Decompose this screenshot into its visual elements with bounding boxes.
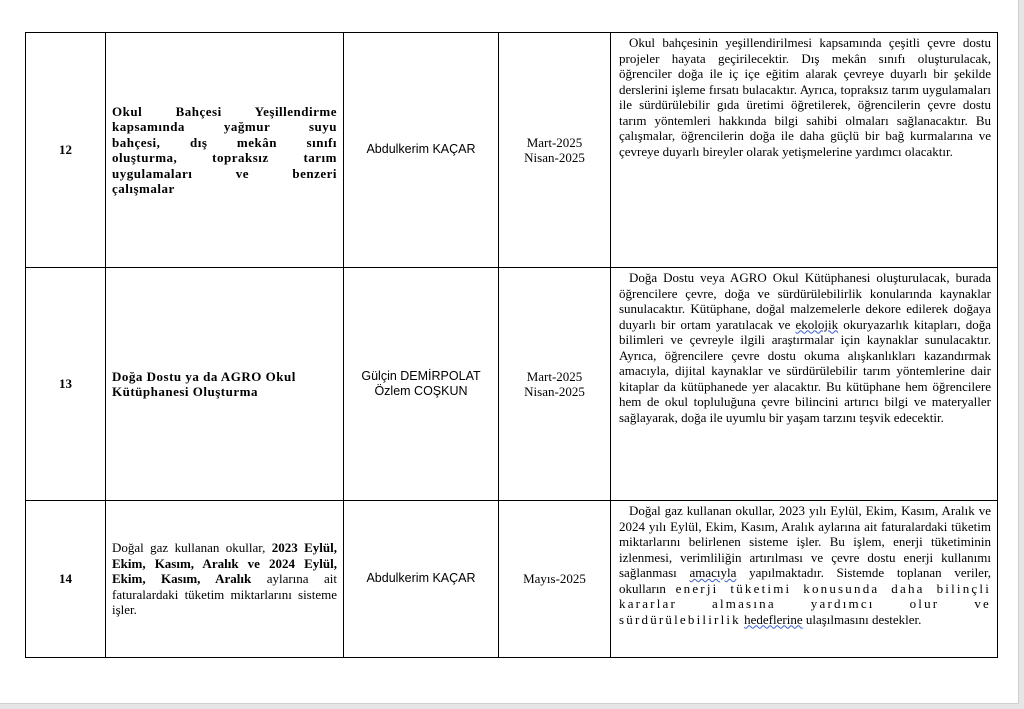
- spellcheck-flagged-word[interactable]: ekolojik: [795, 316, 839, 332]
- activity-line: oluşturma, topraksız tarım: [112, 150, 337, 165]
- activity-line: Okul Bahçesi Yeşillendirme: [112, 103, 337, 119]
- activity-cell: [106, 268, 344, 501]
- responsible-name: Özlem COŞKUN: [374, 384, 468, 398]
- action-plan-table: [25, 32, 998, 658]
- start-date: Mart-2025: [526, 134, 583, 150]
- responsible-cell: [344, 268, 499, 501]
- end-date: Nisan-2025: [524, 384, 585, 399]
- activity-bold-text: Eylül, Ekim, Kasım, Aralık ve: [112, 540, 338, 571]
- activity-text: aylarına ait faturalardaki tüketim miktarlarını sisteme işler.: [112, 571, 338, 618]
- row-number: 14: [26, 501, 106, 658]
- spellcheck-flagged-word[interactable]: amacıyla: [689, 565, 737, 580]
- description-spaced-part: enerji tüketimi konusunda daha bilinçli kararlar almasına yardımcı olur ve sürdürülebilirlik: [619, 580, 992, 627]
- description-part: Doğa Dostu veya AGRO Okul Kütüphanesi oluşturulacak, burada öğrencilere çevre, doğa ve sürdürülebilirlik konularında kaynaklar sunulacaktır. Kütüphane, doğal malzemelerle dekore edilerek doğaya duyarlı bir ortam yaratılacak ve: [619, 270, 991, 332]
- responsible-cell: Abdulkerim KAÇAR: [344, 501, 499, 658]
- table-row: [26, 501, 998, 658]
- activity-line: Kütüphanesi Oluşturma: [112, 384, 258, 399]
- activity-line: çalışmalar: [112, 181, 175, 196]
- description-text: [619, 503, 991, 627]
- description-text: Okul bahçesinin yeşillendirilmesi kapsamında çeşitli çevre dostu projeler hayata geçirilecektir. Dış mekân sınıfı oluşturulacak, öğrenciler doğa ile iç içe eğitim alarak çevreye duyarlı bir şekilde derslerini işleme fırsatı bulacaktır. Ayrıca, topraksız tarım uygulamaları ile sürdürülebilir gıda üretimi öğretilerek, öğrencilerin çevre dostu tarım yöntemleri hakkında bilgi sahibi olmaları sağlanacaktır. Bu çalışmalar, öğrencilerin doğa ile daha güçlü bir bağ kurmalarına ve çevreye duyarlı bireyler olarak yetişmelerine yardımcı olacaktır.: [619, 35, 991, 159]
- table-row: [26, 33, 998, 268]
- description-part: ulaşılmasını destekler.: [805, 611, 922, 627]
- end-date: Nisan-2025: [524, 150, 585, 165]
- description-cell: [611, 501, 998, 658]
- activity-bold-text: 2024 Eylül, Ekim, Kasım, Aralık: [112, 555, 338, 587]
- activity-cell: [106, 33, 344, 268]
- activity-line: Doğa Dostu ya da AGRO Okul: [112, 368, 296, 384]
- responsible-name: Gülçin DEMİRPOLAT: [361, 368, 481, 383]
- activity-cell: [106, 501, 344, 658]
- spellcheck-flagged-word[interactable]: hedeflerine: [744, 611, 803, 627]
- activity-line: kapsamında yağmur suyu: [112, 119, 337, 134]
- activity-line: bahçesi, dış mekân sınıfı: [112, 134, 337, 150]
- description-part: yapılmaktadır. Sistemde toplanan veriler, okulların: [619, 565, 992, 596]
- responsible-cell: Abdulkerim KAÇAR: [344, 33, 499, 268]
- description-cell: [611, 268, 998, 501]
- description-cell: [611, 33, 998, 268]
- start-date: Mart-2025: [526, 368, 583, 384]
- activity-text: Doğal gaz kullanan okullar,: [112, 540, 266, 556]
- activity-bold-text: 2023: [271, 540, 298, 556]
- description-part: okuryazarlık kitapları, doğa bilimleri ve çevreyle ilgili araştırmalar için kaynaklar sunulacaktır. Ayrıca, öğrencilere çevre dostu okuma alışkanlıkları kazandırmak amacıyla, dijital kaynaklar ve sürdürülebilir tarım yöntemlerine dair kitaplar da kütüphanede yer alacaktır. Bu kütüphane hem öğrencilere hem de okul topluluğuna çevre bilincini artırıcı bilgi ve materyaller sağlayarak, doğa ile uyumlu bir yaşam tarzını teşvik edecektir.: [619, 316, 992, 425]
- date-cell: [499, 33, 611, 268]
- row-number: 12: [26, 33, 106, 268]
- description-part: Doğal gaz kullanan okullar, 2023 yılı Eylül, Ekim, Kasım, Aralık ve 2024 yılı Eylül, Ekim, Kasım, Aralık aylarına ait faturalardaki tüketim miktarlarını belirlenen sisteme işler. Bu işlem, enerji tüketiminin izlenmesi, verimliliğin artırılması ve çevre dostu enerji kullanımı sağlanması: [619, 503, 991, 580]
- date-cell: Mayıs-2025: [499, 501, 611, 658]
- date-cell: [499, 268, 611, 501]
- row-number: 13: [26, 268, 106, 501]
- table-row: [26, 268, 998, 501]
- description-text: [619, 270, 991, 425]
- activity-line: uygulamaları ve benzeri: [112, 165, 337, 181]
